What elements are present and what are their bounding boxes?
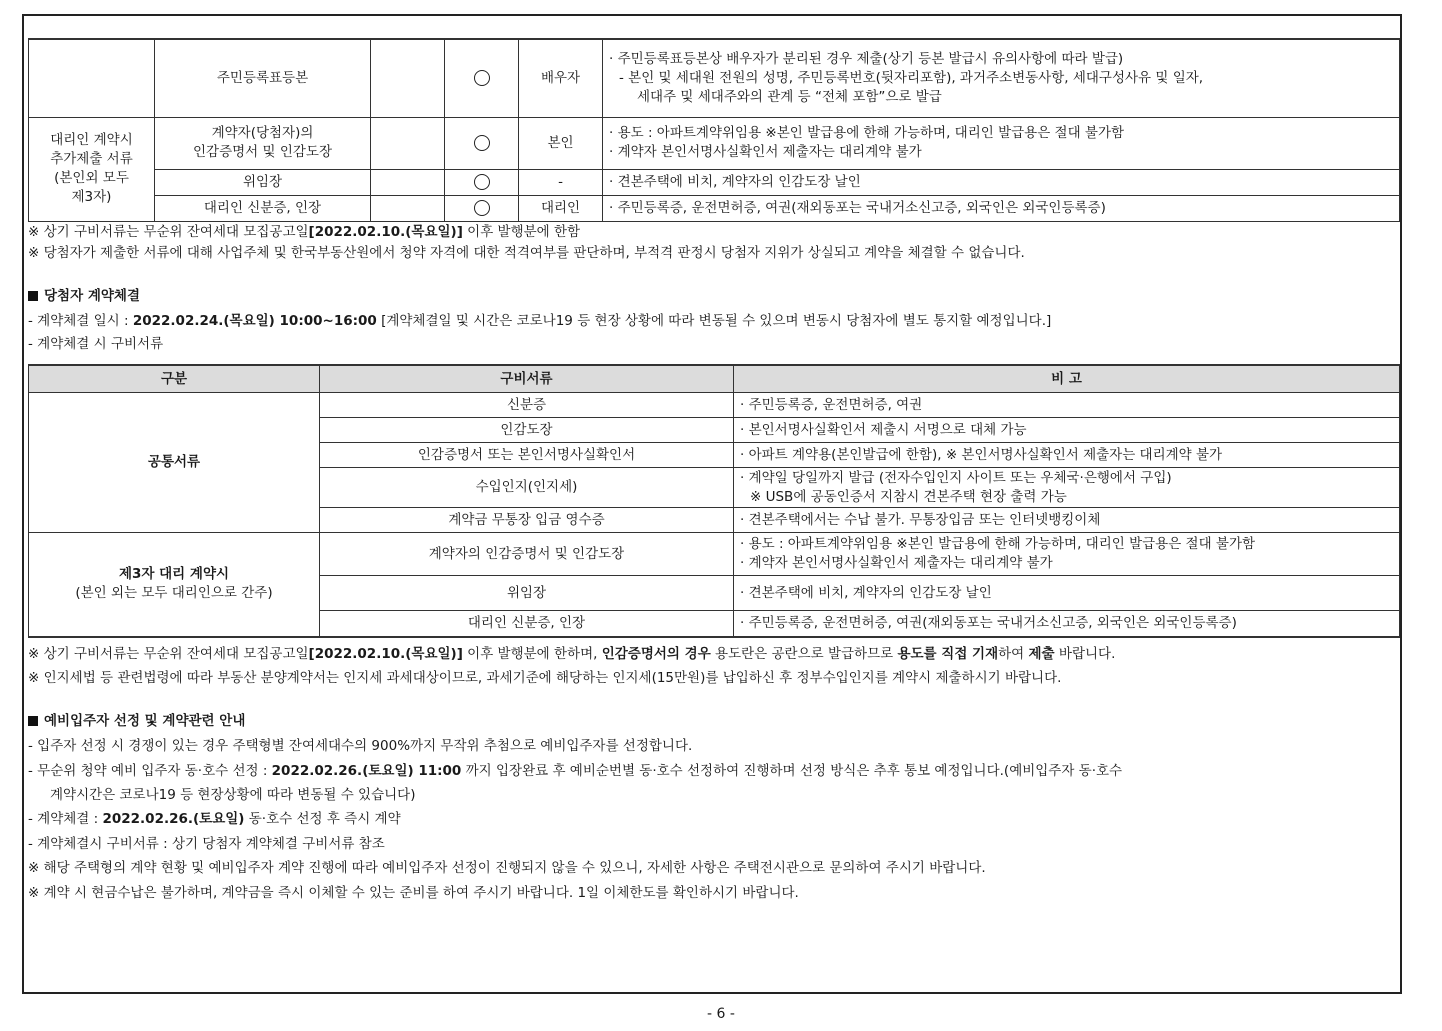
info-line: ※ 계약 시 현금수납은 불가하며, 계약금을 즉시 이체할 수 있는 준비를 하여 주시기 바랍니다. 1일 이체한도를 확인하시기 바랍니다. [28,885,799,901]
info-line: 계약시간은 코로나19 등 현장상황에 따라 변동될 수 있습니다) [50,787,416,803]
info-line: - 계약체결시 구비서류 : 상기 당첨자 계약체결 구비서류 참조 [28,836,385,852]
info-line [28,761,1122,781]
info-text: 동·호수 선정 후 즉시 계약 [244,811,401,827]
note-text: 용도란은 공란으로 발급하므로 [710,646,898,662]
column-header: 구분 [29,365,320,393]
note-line [28,644,1115,664]
note-cell: · 견본주택에 비치, 계약자의 인감도장 날인 [734,576,1400,611]
proxy-documents-table [28,38,1400,222]
note-text: 바랍니다. [1054,646,1116,662]
mark-cell [445,39,519,117]
doc-cell: 수입인지(인지세) [320,468,734,508]
doc-cell: 위임장 [320,576,734,611]
target-cell: 배우자 [519,39,603,117]
table-row [29,195,1400,221]
doc-cell: 위임장 [155,169,371,195]
empty-cell [371,39,445,117]
note-cell: · 아파트 계약용(본인발급에 한함), ※ 본인서명사실확인서 제출자는 대리계약 불가 [734,443,1400,468]
note-cell: · 주민등록증, 운전면허증, 여권(재외동포는 국내거소신고증, 외국인은 외국인등록증) [734,611,1400,637]
target-cell: - [519,169,603,195]
doc-cell: 신분증 [320,393,734,418]
info-date: 2022.02.26.(토요일) [102,811,245,827]
note-text: ※ 상기 구비서류는 무순위 잔여세대 모집공고일 [28,646,309,662]
doc-cell: 주민등록표등본 [155,39,371,117]
empty-cell [371,195,445,221]
note-cell [603,117,1400,169]
note-line: · 계약자 본인서명사실확인서 제출자는 대리계약 불가 [609,144,922,160]
section-title: 당첨자 계약체결 [44,288,140,304]
circle-mark-icon [474,200,490,216]
docs-line: - 계약체결 시 구비서류 [28,336,164,352]
table-row [29,393,1400,418]
note-text: ※ 당첨자가 제출한 서류에 대해 사업주체 및 한국부동산원에서 청약 자격에 대한 적격여부를 판단하며, 부적격 판정시 당첨자 지위가 상실되고 계약을 체결할 수 없습니다. [28,245,1025,261]
required-documents-table [28,364,1400,638]
section-title: 예비입주자 선정 및 계약관련 안내 [44,713,246,729]
note-line: · 주민등록표등본상 배우자가 분리된 경우 제출(상기 등본 발급시 유의사항에 따라 발급) [609,50,1124,67]
doc-cell: 대리인 신분증, 인장 [320,611,734,637]
info-date: 2022.02.26.(토요일) 11:00 [271,763,462,779]
schedule-line [28,311,1051,331]
note-text: 하여 [998,646,1029,662]
circle-mark-icon [474,174,490,190]
section-heading [28,286,140,306]
info-label: - 무순위 청약 예비 입주자 동·호수 선정 : [28,763,272,779]
table-row [29,39,1400,117]
note-cell: · 본인서명사실확인서 제출시 서명으로 대체 가능 [734,418,1400,443]
info-line: ※ 해당 주택형의 계약 현황 및 예비입주자 계약 진행에 따라 예비입주자 선정이 진행되지 않을 수 있으니, 자세한 사항은 주택전시관으로 문의하여 주시기 바랍니다. [28,860,986,876]
doc-cell: 인감도장 [320,418,734,443]
group-title: 제3자 대리 계약시 [118,566,230,583]
note-emphasis: 제출 [1028,646,1055,662]
doc-cell: 계약자의 인감증명서 및 인감도장 [320,533,734,576]
table-row [29,533,1400,576]
target-cell: 본인 [519,117,603,169]
doc-cell: 계약금 무통장 입금 영수증 [320,508,734,533]
group-cell: 대리인 계약시 추가제출 서류 (본인외 모두 제3자) [29,117,155,221]
group-cell: 공통서류 [29,393,320,533]
note-line: · 용도 : 아파트계약위임용 ※본인 발급용에 한해 가능하며, 대리인 발급용은 절대 불가함 [740,536,1256,552]
section-heading [28,711,245,731]
note-line: 세대주 및 세대주와의 관계 등 “전체 포함”으로 발급 [637,88,942,105]
table-row [29,117,1400,169]
note-line: - 본인 및 세대원 전원의 성명, 주민등록번호(뒷자리포함), 과거주소변동사항, 세대구성사유 및 일자, [619,69,1204,86]
square-bullet-icon [28,291,38,301]
circle-mark-icon [474,70,490,86]
note-cell [734,533,1400,576]
note-line: ※ USB에 공동인증서 지참시 견본주택 현장 출력 가능 [750,488,1067,505]
circle-mark-icon [474,135,490,151]
mark-cell [445,169,519,195]
note-text: 이후 발행분에 한함 [462,224,581,240]
note-line: · 계약자 본인서명사실확인서 제출자는 대리계약 불가 [740,555,1053,571]
note-cell [734,468,1400,508]
square-bullet-icon [28,716,38,726]
schedule-date: 2022.02.24.(목요일) 10:00~16:00 [132,313,377,329]
doc-cell: 인감증명서 또는 본인서명사실확인서 [320,443,734,468]
note-emphasis: 용도를 직접 기재 [897,646,999,662]
column-header: 비 고 [734,365,1400,393]
note-cell: · 견본주택에서는 수납 불가. 무통장입금 또는 인터넷뱅킹이체 [734,508,1400,533]
note-line: · 계약일 당일까지 발급 (전자수입인지 사이트 또는 우체국·은행에서 구입) [740,469,1172,486]
empty-cell [371,169,445,195]
info-label: - 계약체결 : [28,811,103,827]
note-cell: · 주민등록증, 운전면허증, 여권 [734,393,1400,418]
doc-cell: 대리인 신분증, 인장 [155,195,371,221]
info-text: 까지 입장완료 후 예비순번별 동·호수 선정하여 진행하며 선정 방식은 추후 통보 예정입니다.(예비입주자 동·호수 [461,763,1123,779]
info-line: - 입주자 선정 시 경쟁이 있는 경우 주택형별 잔여세대수의 900%까지 무작위 추첨으로 예비입주자를 선정합니다. [28,738,693,754]
group-cell-empty [29,39,155,117]
doc-cell: 계약자(당첨자)의 인감증명서 및 인감도장 [155,117,371,169]
note-text: 이후 발행분에 한하며, [462,646,602,662]
target-cell: 대리인 [519,195,603,221]
page-number: - 6 - [707,1006,735,1022]
table-row [29,169,1400,195]
note-line: ※ 인지세법 등 관련법령에 따라 부동산 분양계약서는 인지세 과세대상이므로, 과세기준에 해당하는 인지세(15만원)를 납입하신 후 정부수입인지를 계약시 제출하시기 바랍니다. [28,670,1062,686]
note-line: · 용도 : 아파트계약위임용 ※본인 발급용에 한해 가능하며, 대리인 발급용은 절대 불가함 [609,125,1125,141]
table-header-row [29,365,1400,393]
note-date: [2022.02.10.(목요일)] [308,646,463,662]
group-cell [29,533,320,637]
group-subtitle: (본인 외는 모두 대리인으로 간주) [75,585,273,602]
note-cell [603,39,1400,117]
mark-cell [445,117,519,169]
note-text: ※ 상기 구비서류는 무순위 잔여세대 모집공고일 [28,224,309,240]
column-header: 구비서류 [320,365,734,393]
note-date: [2022.02.10.(목요일)] [308,224,463,240]
note-cell: · 주민등록증, 운전면허증, 여권(재외동포는 국내거소신고증, 외국인은 외국인등록증) [603,195,1400,221]
note-line [28,243,1025,263]
schedule-note: [계약체결일 및 시간은 코로나19 등 현장 상황에 따라 변동될 수 있으며 변동시 당첨자에 별도 통지할 예정입니다.] [376,313,1052,329]
empty-cell [371,117,445,169]
info-line [28,809,401,829]
mark-cell [445,195,519,221]
note-emphasis: 인감증명서의 경우 [601,646,711,662]
note-line [28,222,580,242]
note-cell: · 견본주택에 비치, 계약자의 인감도장 날인 [603,169,1400,195]
schedule-label: - 계약체결 일시 : [28,313,133,329]
